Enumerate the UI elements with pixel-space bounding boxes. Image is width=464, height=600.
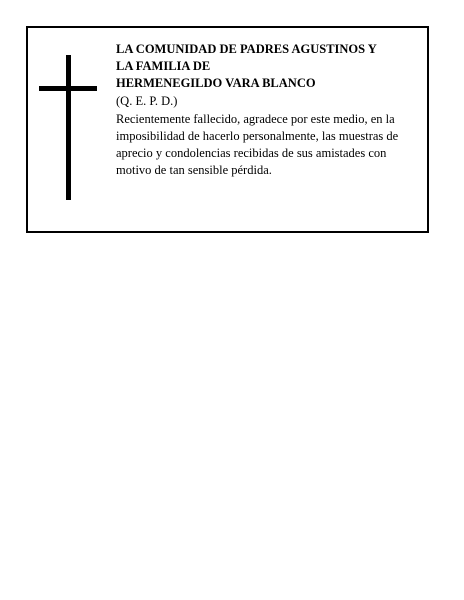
cross-vertical-bar bbox=[66, 55, 71, 200]
qepd-abbreviation: (Q. E. P. D.) bbox=[116, 94, 178, 108]
latin-cross-icon bbox=[39, 55, 97, 200]
death-notice-box bbox=[26, 26, 429, 233]
cross-horizontal-bar bbox=[39, 86, 97, 91]
heading-line-family: LA FAMILIA DE bbox=[116, 59, 211, 73]
heading-line-community: LA COMUNIDAD DE PADRES AGUSTINOS Y bbox=[116, 42, 377, 56]
heading-line-deceased-name: HERMENEGILDO VARA BLANCO bbox=[116, 76, 316, 90]
notice-text bbox=[116, 41, 421, 179]
gratitude-message: Recientemente fallecido, agradece por este medio, en la imposibilidad de hacerlo personalmente, las muestras de aprecio y condolencias recibidas de sus amistades con motivo de tan sensible pérdida. bbox=[116, 112, 399, 177]
